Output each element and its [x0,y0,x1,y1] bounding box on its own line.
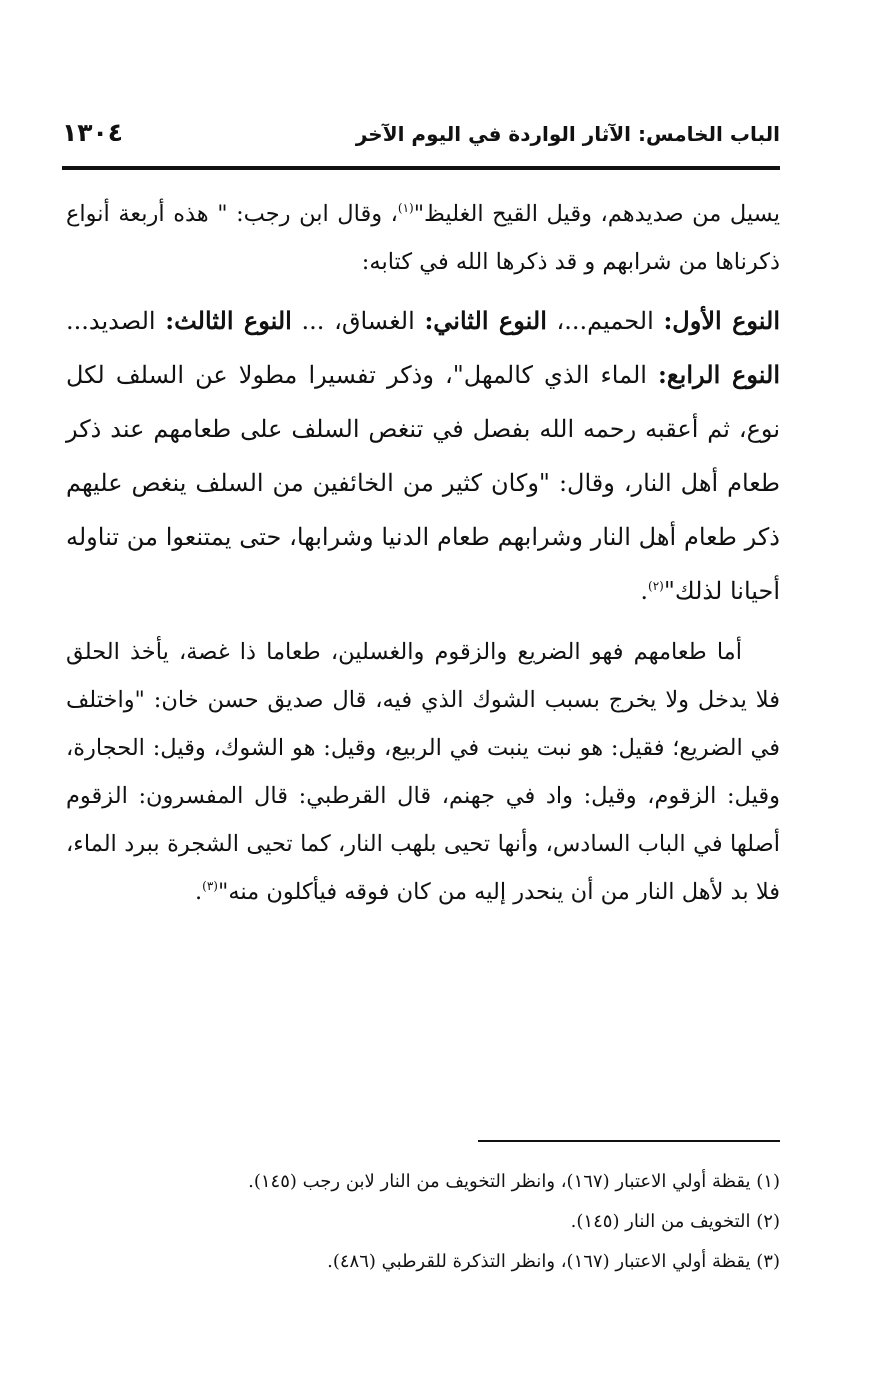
type-4-label: النوع الرابع: [658,360,780,389]
type-3-label: النوع الثالث: [165,306,292,335]
paragraph-1 [66,190,780,286]
footnote-2: (٢) التخويف من النار (١٤٥). [570,1211,780,1232]
footnote-3: (٣) يقظة أولي الاعتبار (١٦٧)، وانظر التذكرة للقرطبي (٤٨٦). [327,1251,780,1272]
type-1-text: الحميم...، [546,307,664,335]
paragraph-1-text-a: يسيل من صديدهم، وقيل القيح الغليظ" [413,201,780,227]
type-4-text: الماء الذي كالمهل"، وذكر تفسيرا مطولا عن السلف لكل نوع، ثم أعقبه رحمه الله بفصل في تنغص السلف على طعامهم عند ذكر طعام أهل النار، وقال: "وكان كثير من الخائفين من السلف ينغص عليهم ذكر طعام أهل النار وشرابهم طعام الدنيا وشرابها، حتى يمتنعوا من تناوله أحيانا لذلك" [66,361,780,605]
chapter-title: الباب الخامس: الآثار الواردة في اليوم الآخر [355,122,780,146]
paragraph-2 [66,294,780,618]
paragraph-3-text: أما طعامهم فهو الضريع والزقوم والغسلين، طعاما ذا غصة، يأخذ الحلق فلا يدخل ولا يخرج بسبب الشوك الذي فيه، قال صديق حسن خان: "واختلف في الضريع؛ فقيل: هو نبت ينبت في الربيع، وقيل: هو الشوك، وقيل: الحجارة، وقيل: الزقوم، وقيل: واد في جهنم، قال القرطبي: قال المفسرون: الزقوم أصلها في الباب السادس، وأنها تحيى بلهب النار، كما تحيى الشجرة ببرد الماء، فلا بد لأهل النار من أن ينحدر إليه من كان فوقه فيأكلون منه" [66,639,780,905]
page-number: ١٣٠٤ [62,118,124,147]
footnote-1: (١) يقظة أولي الاعتبار (١٦٧)، وانظر التخويف من النار لابن رجب (١٤٥). [248,1171,780,1192]
type-2-label: النوع الثاني: [424,306,547,335]
type-2-text: الغساق، ... [291,307,425,335]
main-text [66,190,780,916]
page-header [62,118,780,162]
paragraph-3 [66,628,780,916]
paragraph-3-end: . [194,879,203,905]
footnote-ref-3: (٣) [202,879,218,893]
paragraph-1-text-b: ، وقال ابن رجب: " هذه أربعة أنواع ذكرناها من شرابهم و قد ذكرها الله في كتابه: [66,201,780,275]
header-rule [62,166,780,170]
type-3-text: الصديد... [66,307,166,335]
paragraph-2-end: . [640,577,648,605]
footnote-ref-1: (١) [397,201,414,215]
footnote-separator [478,1140,780,1142]
footnotes [100,1162,780,1282]
footnote-ref-2: (٢) [648,579,664,593]
type-1-label: النوع الأول: [663,306,781,335]
